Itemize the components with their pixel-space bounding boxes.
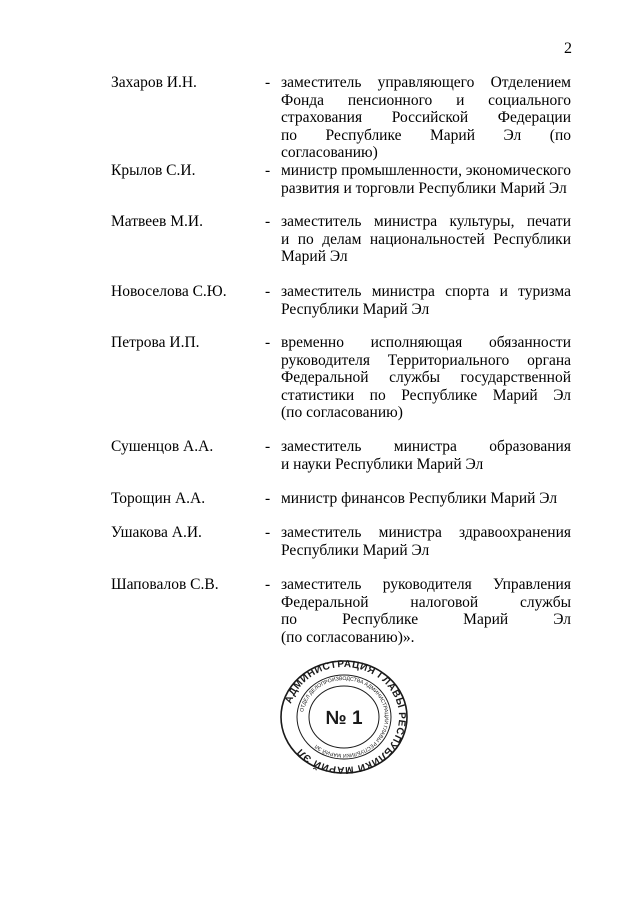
- position-line: министр финансов Республики Марий Эл: [281, 490, 558, 507]
- position-line: заместитель министра спорта и туризма: [281, 283, 571, 300]
- position-line: и по делам национальностей Республики: [281, 230, 571, 248]
- member-dash: -: [265, 334, 271, 351]
- svg-text:ОТДЕЛ ДЕЛОПРОИЗВОДСТВА АДМИНИС: ОТДЕЛ ДЕЛОПРОИЗВОДСТВА АДМИНИСТРАЦИИ ГЛАВЫ РЕСПУБЛИКИ МАРИЙ ЭЛ: [299, 675, 390, 759]
- member-name: Шаповалов С.В.: [111, 576, 219, 593]
- position-line: Республики Марий Эл: [281, 541, 430, 559]
- member-dash: -: [265, 576, 271, 593]
- position-line: (по согласованию): [281, 404, 403, 421]
- member-dash: -: [265, 213, 271, 230]
- member-dash: -: [265, 162, 271, 179]
- member-position: [281, 438, 571, 473]
- svg-text:№ 1: № 1: [325, 708, 363, 729]
- position-line: по Республике Марий Эл (по согласованию): [281, 126, 571, 161]
- member-position: [281, 490, 571, 508]
- position-line: Фонда пенсионного и социального: [281, 91, 571, 109]
- position-line: статистики по Республике Марий Эл: [281, 386, 571, 404]
- member-name: Крылов С.И.: [111, 162, 196, 179]
- member-name: Новоселова С.Ю.: [111, 283, 227, 300]
- member-position: [281, 283, 571, 318]
- member-dash: -: [265, 438, 271, 455]
- position-line: Федеральной налоговой службы: [281, 593, 571, 611]
- position-line: заместитель министра образования: [281, 438, 571, 455]
- member-dash: -: [265, 74, 271, 91]
- member-position: [281, 334, 571, 422]
- position-line: министр промышленности, экономического: [281, 162, 572, 179]
- member-position: [281, 576, 571, 646]
- position-line: и науки Республики Марий Эл: [281, 455, 484, 473]
- position-line: Марий Эл: [281, 248, 348, 265]
- position-line: (по согласованию)».: [281, 628, 415, 646]
- page-number: 2: [564, 40, 572, 57]
- member-name: Сушенцов А.А.: [111, 438, 214, 455]
- official-stamp: [279, 660, 409, 775]
- position-line: заместитель управляющего Отделением: [281, 74, 571, 91]
- member-position: [281, 162, 571, 197]
- position-line: развития и торговли Республики Марий Эл: [281, 179, 567, 197]
- member-position: [281, 213, 571, 266]
- member-position: [281, 74, 571, 162]
- svg-text:АДМИНИСТРАЦИЯ ГЛАВЫ РЕСПУБЛИКИ: АДМИНИСТРАЦИЯ ГЛАВЫ РЕСПУБЛИКИ МАРИЙ ЭЛ: [283, 660, 408, 775]
- member-position: [281, 524, 571, 559]
- position-line: Федеральной службы государственной: [281, 369, 571, 386]
- position-line: заместитель министра культуры, печати: [281, 213, 571, 230]
- member-name: Захаров И.Н.: [111, 74, 197, 91]
- member-name: Матвеев М.И.: [111, 213, 203, 230]
- position-line: Республики Марий Эл: [281, 300, 430, 318]
- position-line: руководителя Территориального органа: [281, 351, 571, 369]
- member-name: Петрова И.П.: [111, 334, 200, 351]
- position-line: временно исполняющая обязанности: [281, 334, 571, 351]
- position-line: по Республике Марий Эл: [281, 611, 571, 628]
- stamp-seal-icon: [279, 660, 409, 775]
- member-dash: -: [265, 524, 271, 541]
- member-dash: -: [265, 283, 271, 300]
- position-line: заместитель министра здравоохранения: [281, 524, 571, 541]
- member-name: Ушакова А.И.: [111, 524, 202, 541]
- member-dash: -: [265, 490, 271, 507]
- position-line: страхования Российской Федерации: [281, 109, 571, 126]
- member-name: Торощин А.А.: [111, 490, 206, 507]
- position-line: заместитель руководителя Управления: [281, 576, 571, 593]
